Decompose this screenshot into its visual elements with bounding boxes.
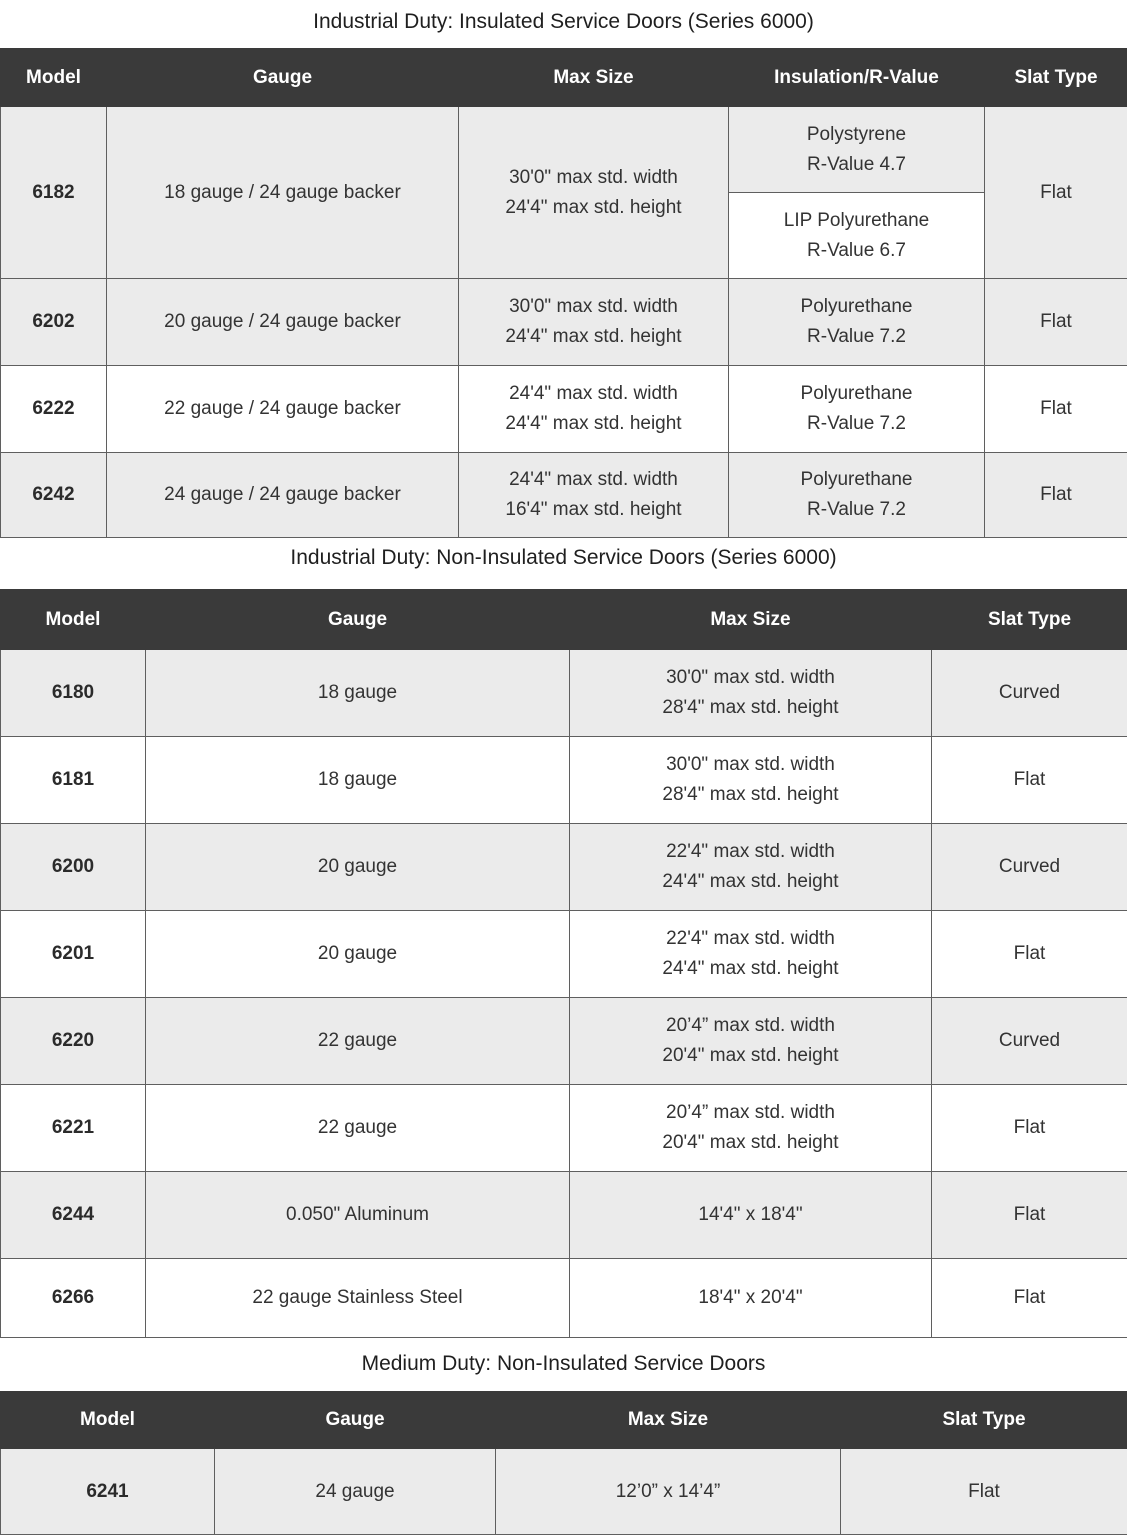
non-insulated-doors-table (0, 589, 1127, 1338)
r-value: R-Value 6.7 (807, 239, 906, 261)
model-cell: 6220 (1, 998, 146, 1085)
slat-type-cell: Flat (841, 1449, 1127, 1535)
table-row (1, 1085, 1127, 1172)
max-size-cell (570, 1172, 932, 1259)
max-size-cell (570, 824, 932, 911)
model-cell: 6241 (1, 1449, 215, 1535)
insulation-type: Polyurethane (800, 469, 913, 490)
model-cell: 6222 (1, 366, 107, 453)
max-width: 30'0" max std. width (666, 667, 835, 688)
slat-type-cell: Flat (985, 366, 1127, 453)
model-cell: 6244 (1, 1172, 146, 1259)
gauge-cell: 18 gauge / 24 gauge backer (107, 107, 459, 279)
model-cell: 6200 (1, 824, 146, 911)
gauge-cell: 22 gauge Stainless Steel (146, 1259, 570, 1338)
gauge-cell: 22 gauge / 24 gauge backer (107, 366, 459, 453)
model-cell: 6266 (1, 1259, 146, 1338)
table-row (1, 650, 1127, 737)
medium-duty-doors-table (0, 1391, 1127, 1535)
slat-type-cell: Flat (985, 453, 1127, 538)
gauge-cell: 24 gauge / 24 gauge backer (107, 453, 459, 538)
max-height: 24'4" max std. height (505, 196, 682, 218)
max-height: 24'4" max std. height (505, 326, 682, 347)
header-slat-type: Slat Type (841, 1392, 1127, 1449)
slat-type-cell: Curved (932, 998, 1127, 1085)
model-cell: 6201 (1, 911, 146, 998)
slat-type-cell: Flat (985, 279, 1127, 366)
gauge-cell: 20 gauge / 24 gauge backer (107, 279, 459, 366)
model-cell: 6181 (1, 737, 146, 824)
max-height: 28'4" max std. height (662, 784, 839, 805)
slat-type-cell: Flat (985, 107, 1127, 279)
max-size-cell (459, 453, 729, 538)
header-insulation: Insulation/R-Value (729, 49, 985, 107)
header-max-size: Max Size (570, 590, 932, 650)
insulation-cell (729, 279, 985, 366)
slat-type-cell: Curved (932, 824, 1127, 911)
max-size: 12’0” x 14’4” (615, 1480, 721, 1502)
slat-type-cell: Flat (932, 737, 1127, 824)
max-width: 30'0" max std. width (509, 296, 678, 317)
insulated-doors-table (0, 48, 1127, 538)
table-row (1, 1449, 1127, 1535)
header-model: Model (1, 1392, 215, 1449)
max-height: 28'4" max std. height (662, 697, 839, 718)
max-size-cell (570, 1259, 932, 1338)
max-width: 20’4” max std. width (666, 1102, 835, 1123)
slat-type-cell: Flat (932, 1172, 1127, 1259)
max-size-cell (459, 366, 729, 453)
max-width: 30'0" max std. width (666, 754, 835, 775)
max-height: 16'4" max std. height (505, 499, 682, 520)
max-width: 24'4" max std. width (509, 469, 678, 490)
table-row (1, 1172, 1127, 1259)
max-size-cell (570, 911, 932, 998)
table-3-caption: Medium Duty: Non-Insulated Service Doors (361, 1352, 766, 1375)
table-row (1, 366, 1127, 453)
table-row (1, 998, 1127, 1085)
model-cell: 6180 (1, 650, 146, 737)
insulation-cell (729, 366, 985, 453)
table-row (1, 1259, 1127, 1338)
header-slat-type: Slat Type (932, 590, 1127, 650)
insulation-cell (729, 453, 985, 538)
r-value: R-Value 7.2 (807, 326, 906, 347)
header-model: Model (1, 590, 146, 650)
max-size-cell (459, 279, 729, 366)
gauge-cell: 18 gauge (146, 650, 570, 737)
gauge-cell: 20 gauge (146, 911, 570, 998)
model-cell: 6221 (1, 1085, 146, 1172)
model-cell: 6182 (1, 107, 107, 279)
max-height: 24'4" max std. height (662, 871, 839, 892)
max-height: 20'4" max std. height (662, 1132, 839, 1153)
table-1-caption: Industrial Duty: Insulated Service Doors (Series 6000) (313, 10, 814, 33)
header-gauge: Gauge (146, 590, 570, 650)
max-size: 14'4" x 18'4" (698, 1204, 803, 1225)
header-gauge: Gauge (107, 49, 459, 107)
max-height: 24'4" max std. height (662, 958, 839, 979)
table-header-row (1, 590, 1127, 650)
r-value: R-Value 7.2 (807, 413, 906, 434)
max-width: 20’4” max std. width (666, 1015, 835, 1036)
insulation-type: Polyurethane (800, 383, 913, 404)
gauge-cell: 24 gauge (215, 1449, 496, 1535)
max-size-cell (459, 107, 729, 279)
max-size-cell (570, 1085, 932, 1172)
max-size-cell (496, 1449, 841, 1535)
gauge-cell: 22 gauge (146, 1085, 570, 1172)
table-row (1, 737, 1127, 824)
gauge-cell: 18 gauge (146, 737, 570, 824)
insulation-cell (729, 107, 985, 193)
max-height: 24'4" max std. height (505, 413, 682, 434)
table-row (1, 453, 1127, 538)
header-model: Model (1, 49, 107, 107)
table-header-row (1, 1392, 1127, 1449)
r-value: R-Value 7.2 (807, 499, 906, 520)
table-row (1, 279, 1127, 366)
max-width: 22'4" max std. width (666, 928, 835, 949)
header-max-size: Max Size (459, 49, 729, 107)
gauge-cell: 0.050" Aluminum (146, 1172, 570, 1259)
table-row (1, 107, 1127, 193)
r-value: R-Value 4.7 (807, 153, 906, 175)
max-width: 30'0" max std. width (509, 166, 678, 188)
insulation-cell (729, 193, 985, 279)
slat-type-cell: Flat (932, 1085, 1127, 1172)
max-width: 22'4" max std. width (666, 841, 835, 862)
max-size-cell (570, 737, 932, 824)
table-row (1, 824, 1127, 911)
header-slat-type: Slat Type (985, 49, 1127, 107)
insulation-type: LIP Polyurethane (783, 209, 930, 231)
model-cell: 6202 (1, 279, 107, 366)
slat-type-cell: Flat (932, 1259, 1127, 1338)
max-height: 20'4" max std. height (662, 1045, 839, 1066)
max-width: 24'4" max std. width (509, 383, 678, 404)
gauge-cell: 20 gauge (146, 824, 570, 911)
max-size: 18'4" x 20'4" (698, 1287, 803, 1308)
max-size-cell (570, 650, 932, 737)
header-gauge: Gauge (215, 1392, 496, 1449)
slat-type-cell: Flat (932, 911, 1127, 998)
header-max-size: Max Size (496, 1392, 841, 1449)
table-header-row (1, 49, 1127, 107)
table-row (1, 911, 1127, 998)
insulation-type: Polystyrene (806, 123, 907, 145)
model-cell: 6242 (1, 453, 107, 538)
slat-type-cell: Curved (932, 650, 1127, 737)
max-size-cell (570, 998, 932, 1085)
table-2-caption: Industrial Duty: Non-Insulated Service Doors (Series 6000) (290, 546, 837, 569)
gauge-cell: 22 gauge (146, 998, 570, 1085)
insulation-type: Polyurethane (800, 296, 913, 317)
